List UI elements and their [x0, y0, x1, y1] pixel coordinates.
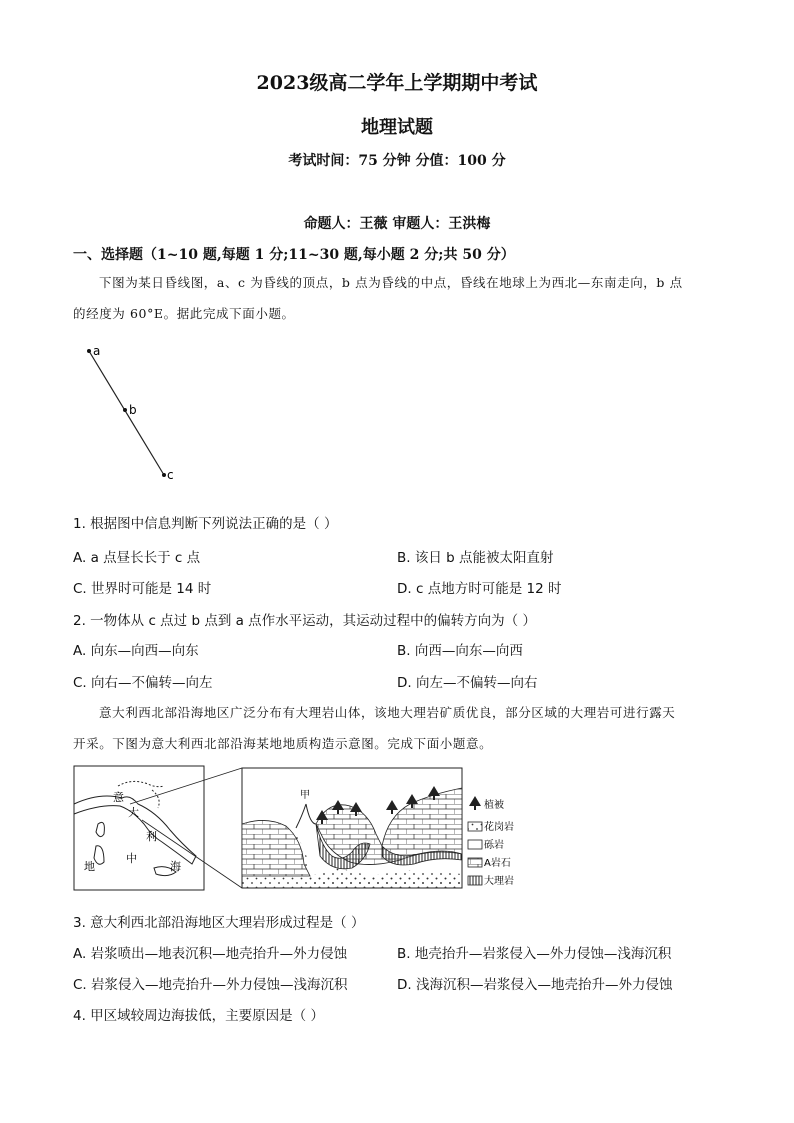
passage1-line2: 的经度为 60°E。据此完成下面小题。	[73, 306, 295, 321]
map-label-da: 大	[128, 806, 139, 819]
italy-map	[74, 766, 204, 890]
tree-legend-icon	[469, 796, 481, 810]
passage2-line2: 开采。下图为意大利西北部沿海某地地质构造示意图。完成下面小题意。	[73, 736, 493, 751]
q2-option-a[interactable]: A. 向东—向西—向东	[73, 643, 199, 659]
legend	[468, 796, 514, 887]
map-label-di: 地	[84, 860, 95, 873]
q2-stem: 2. 一物体从 c 点过 b 点到 a 点作水平运动，其运动过程中的偏转方向为（ ）	[73, 613, 536, 629]
map-label-yi: 意	[113, 791, 124, 804]
q2-option-c[interactable]: C. 向右—不偏转—向左	[73, 675, 213, 691]
point-c-label: c	[167, 468, 174, 482]
point-a-label: a	[93, 344, 101, 358]
q3-option-d[interactable]: D. 浅海沉积—岩浆侵入—地壳抬升—外力侵蚀	[397, 977, 673, 993]
q2-option-b[interactable]: B. 向西—向东—向西	[397, 643, 523, 659]
q3-option-b[interactable]: B. 地壳抬升—岩浆侵入—外力侵蚀—浅海沉积	[397, 946, 672, 962]
legend-granite: 花岗岩	[484, 822, 514, 833]
legend-conglomerate: 砾岩	[484, 840, 504, 851]
point-a-dot	[87, 349, 91, 353]
marble-swatch	[468, 876, 482, 885]
point-b-label: b	[129, 403, 137, 417]
exam-title: 2023级高二学年上学期期中考试	[256, 72, 538, 94]
passage2-text	[73, 697, 723, 759]
legend-marble: 大理岩	[484, 876, 514, 887]
subject-title: 地理试题	[361, 117, 433, 138]
q3-option-a[interactable]: A. 岩浆喷出—地表沉积—地壳抬升—外力侵蚀	[73, 946, 348, 962]
q3-option-c[interactable]: C. 岩浆侵入—地壳抬升—外力侵蚀—浅海沉积	[73, 977, 348, 993]
q1-option-a[interactable]: A. a 点昼长长于 c 点	[73, 550, 201, 566]
passage1-line1: 下图为某日昏线图，a、c 为昏线的顶点，b 点为昏线的中点，昏线在地球上为西北—东南走向，b 点	[99, 275, 683, 290]
q1-stem: 1. 根据图中信息判断下列说法正确的是（ ）	[73, 516, 338, 532]
terminator-figure	[80, 340, 190, 485]
authors-line: 命题人：王薇 审题人：王洪梅	[303, 216, 491, 232]
q2-option-d[interactable]: D. 向左—不偏转—向右	[397, 675, 538, 691]
granite-swatch	[468, 822, 482, 831]
q1-option-b[interactable]: B. 该日 b 点能被太阳直射	[397, 550, 554, 566]
point-b-dot	[123, 408, 127, 412]
legend-vegetation: 植被	[484, 800, 504, 811]
section-heading: 一、选择题（1~10 题,每题 1 分;11~30 题,每小题 2 分;共 50 分）	[73, 247, 515, 263]
terminator-line	[89, 351, 164, 475]
geological-section	[242, 768, 462, 888]
passage1-text	[73, 267, 723, 329]
map-label-li: 利	[146, 830, 157, 843]
point-c-dot	[162, 473, 166, 477]
passage2-line1: 意大利西北部沿海地区广泛分布有大理岩山体，该地大理岩矿质优良，部分区域的大理岩可进行露天	[99, 705, 676, 720]
q1-option-c[interactable]: C. 世界时可能是 14 时	[73, 581, 212, 597]
exam-info: 考试时间：75 分钟 分值：100 分	[288, 153, 506, 169]
geology-figure	[70, 764, 530, 894]
conglomerate-swatch	[468, 840, 482, 849]
rock-a-swatch	[468, 858, 482, 867]
map-label-zhong: 中	[126, 852, 137, 865]
section-label-jia: 甲	[300, 790, 310, 801]
q4-stem: 4. 甲区域较周边海拔低，主要原因是（ ）	[73, 1008, 324, 1024]
map-label-hai: 海	[170, 860, 181, 873]
q3-stem: 3. 意大利西北部沿海地区大理岩形成过程是（ ）	[73, 915, 365, 931]
legend-rock-a: A岩石	[484, 858, 511, 869]
q1-option-d[interactable]: D. c 点地方时可能是 12 时	[397, 581, 562, 597]
